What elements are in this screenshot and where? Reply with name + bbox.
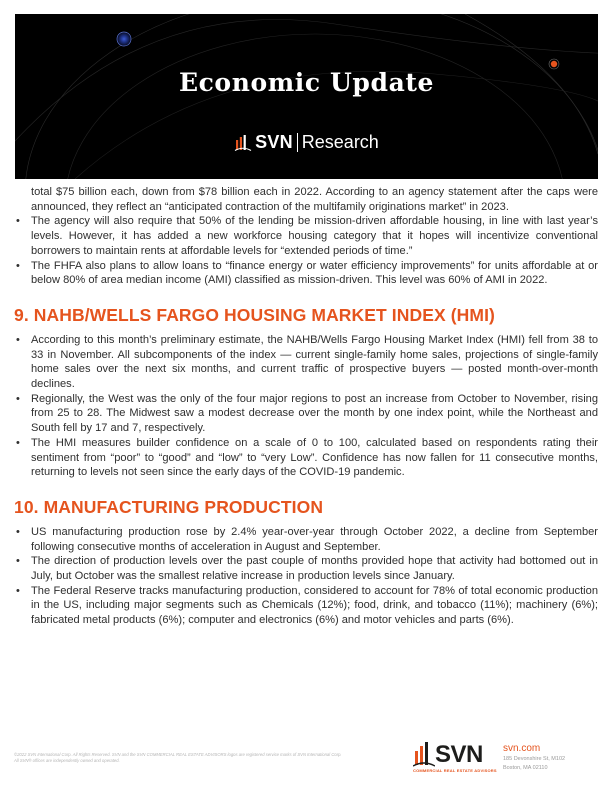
list-item (14, 392, 598, 436)
bullet-dot-icon: • (16, 392, 20, 405)
bullet-text: According to this month’s preliminary estimate, the NAHB/Wells Fargo Housing Market Index (HMI) fell from 38 to 33 in November. All subcomponents of the index — current single-family home sales, projections of single-family home sales over the next six months, and current traffic of prospective buyers — posted month-over-month declines. (31, 333, 598, 391)
address-line-1: 185 Devonshire St, M102 (503, 756, 566, 762)
bullet-dot-icon: • (16, 584, 20, 597)
section-heading-manufacturing: 10. MANUFACTURING PRODUCTION (14, 496, 324, 517)
bullet-text: The agency will also require that 50% of the lending be mission-driven affordable housing, in line with last year’s levels. However, it has added a new workforce housing category that it hopes will incentivize conventional borrowers to maintain rents at affordable levels for “extended periods of time.” (31, 215, 598, 257)
list-item (14, 214, 598, 258)
list-item (14, 436, 598, 480)
bullet-dot-icon: • (16, 525, 20, 538)
address-line-2: Boston, MA 02110 (503, 765, 548, 771)
intro-bullet-list (14, 214, 598, 288)
list-item (14, 525, 598, 554)
logo-tagline: COMMERCIAL REAL ESTATE ADVISORS (413, 768, 497, 773)
bullet-dot-icon: • (16, 333, 20, 346)
legal-notice: ©2022 SVN International Corp. All Rights Reserved. SVN and the SVN COMMERCIAL REAL ESTATE ADVISORS logos are registered service marks of SVN International Corp. All SVN® offices are independently owned and operated. (14, 752, 342, 763)
svn-bars-icon (234, 134, 252, 152)
brand-name: SVN (255, 132, 293, 152)
bullet-text: Regionally, the West was the only of the four major regions to post an increase from October to November, rising from 25 to 28. The Midwest saw a modest decrease over the month by one index point, while the Northeast and South fell by 17 and 7, respectively. (31, 392, 598, 435)
bullet-text: The direction of production levels over the past couple of months provided hope that activity had bottomed out in July, but October was the smallest relative increase in production levels since January. (31, 555, 598, 583)
footer-contact (503, 743, 603, 773)
bullet-text: US manufacturing production rose by 2.4% year-over-year through October 2022, a decline from September following consecutive months of acceleration in August and September. (31, 525, 598, 553)
bullet-dot-icon: • (16, 259, 20, 272)
bullet-dot-icon: • (16, 215, 20, 228)
bullet-dot-icon: • (16, 555, 20, 568)
list-item (14, 333, 598, 392)
article-body (14, 185, 598, 628)
hmi-bullet-list (14, 333, 598, 480)
header-banner (15, 14, 598, 179)
bullet-text: The HMI measures builder confidence on a scale of 0 to 100, calculated based on respondents rating their sentiment from “poor” to “good” and “low” to “very Low”. Confidence has now fallen for 11 consecutive months, returning to levels not seen since the early days of the COVID-19 pandemic. (31, 436, 598, 479)
website-link[interactable]: svn.com (503, 743, 541, 754)
bullet-text: The FHFA also plans to allow loans to “finance energy or water efficiency improvements” for units affordable at or below 80% of area median income (AMI) classified as mission-driven. This level was 60% of AMI in 2022. (31, 259, 598, 287)
svn-footer-logo (413, 741, 498, 777)
orange-planet-icon (551, 61, 557, 67)
page-title: Economic Update (178, 68, 435, 97)
svn-bars-icon (413, 741, 435, 767)
brand-lockup (15, 132, 598, 153)
list-item (14, 584, 598, 628)
blue-planet-icon (118, 33, 131, 46)
manufacturing-bullet-list (14, 525, 598, 628)
bullet-text: The Federal Reserve tracks manufacturing production, considered to account for 78% of total economic production in the US, including major segments such as Chemicals (12%); food, drink, and tobacco (11%); machinery (6%); fabricated metal products (6%); computer and electronics (6%) and motor vehicles and parts (6%). (31, 584, 598, 627)
section-heading-hmi: 9. NAHB/WELLS FARGO HOUSING MARKET INDEX (HMI) (14, 304, 495, 325)
list-item (14, 554, 598, 583)
brand-unit: Research (301, 132, 379, 152)
brand-divider (297, 133, 298, 152)
list-item (14, 259, 598, 288)
logo-word: SVN (435, 741, 483, 768)
bullet-continuation: total $75 billion each, down from $78 billion each in 2022. According to an agency statement after the caps were announced, they reflect an “anticipated contraction of the multifamily originations market” in 2023. (31, 186, 598, 213)
bullet-dot-icon: • (16, 436, 20, 449)
